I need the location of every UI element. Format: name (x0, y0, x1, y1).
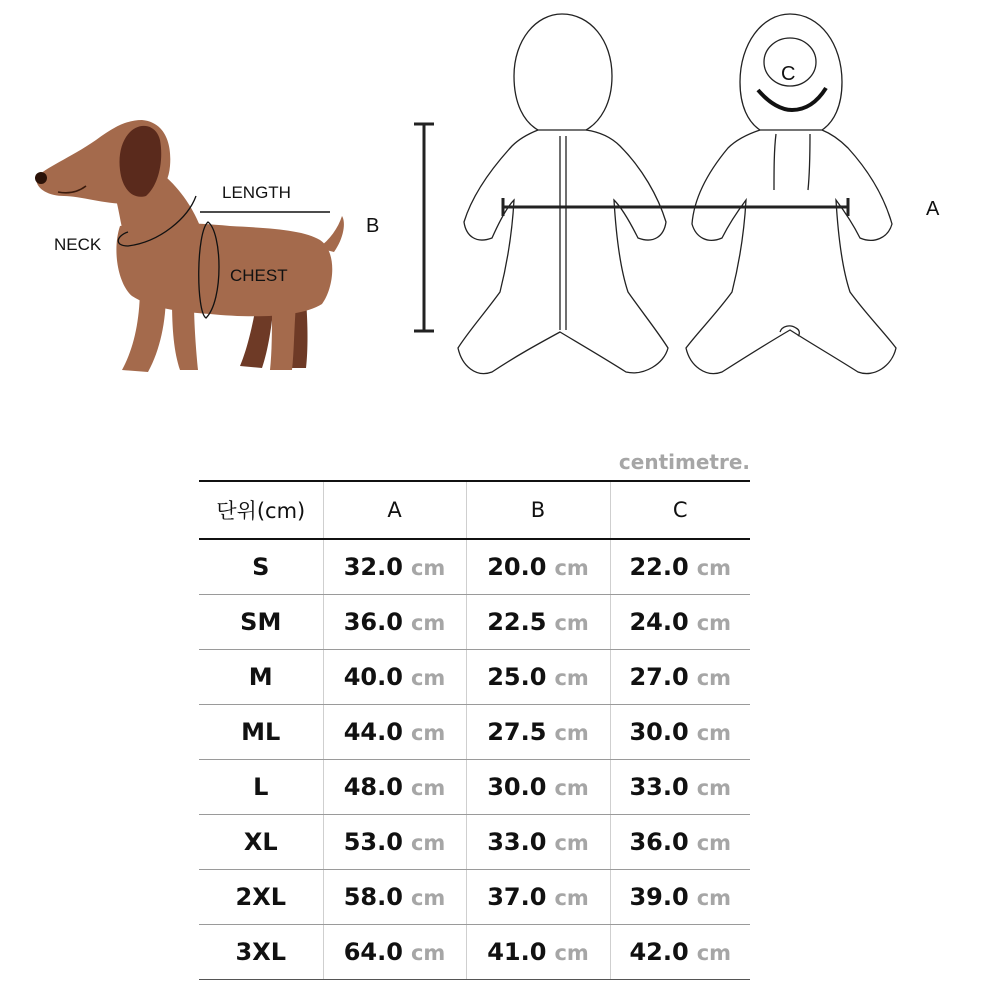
size-cell (199, 649, 323, 704)
measure-a-value: 53.0 (343, 827, 403, 856)
measure-c-cell (610, 869, 750, 924)
measure-c-value: 36.0 (629, 827, 689, 856)
measure-c-cell (610, 649, 750, 704)
size-name: M (248, 662, 273, 691)
size-name: 3XL (235, 937, 286, 966)
b-label: B (366, 215, 380, 237)
measure-b-value: 37.0 (487, 882, 547, 911)
measure-b-value: 20.0 (487, 552, 547, 581)
measure-c-value: 30.0 (629, 717, 689, 746)
measure-a-value: 58.0 (343, 882, 403, 911)
measure-a-value: 48.0 (343, 772, 403, 801)
size-cell (199, 869, 323, 924)
c-measure-arc (758, 88, 826, 110)
unit-label: cm (554, 665, 589, 690)
measure-b-cell (466, 539, 610, 594)
unit-label: cm (554, 885, 589, 910)
measure-a-cell (323, 594, 466, 649)
measure-b-cell (466, 649, 610, 704)
unit-label: cm (410, 775, 446, 800)
measure-a-cell (323, 759, 466, 814)
a-label: A (926, 198, 940, 220)
size-name: 2XL (235, 882, 286, 911)
size-cell (199, 704, 323, 759)
measure-b-cell (466, 814, 610, 869)
unit-label: cm (410, 940, 446, 965)
measure-b-cell (466, 704, 610, 759)
size-guide-illustration (0, 0, 988, 420)
header-a: A (323, 481, 466, 539)
unit-label: cm (696, 720, 732, 745)
size-cell (199, 759, 323, 814)
table-header-row (199, 481, 750, 539)
unit-label: cm (410, 555, 446, 580)
measure-a-value: 40.0 (343, 662, 403, 691)
table-row (199, 814, 750, 869)
table-row (199, 649, 750, 704)
unit-label: cm (696, 775, 732, 800)
unit-label: cm (554, 830, 589, 855)
unit-label: cm (696, 610, 732, 635)
table-row (199, 759, 750, 814)
unit-label: cm (410, 830, 446, 855)
measure-b-value: 30.0 (487, 772, 547, 801)
measure-a-cell (323, 814, 466, 869)
unit-label: cm (696, 940, 732, 965)
measure-b-cell (466, 924, 610, 979)
b-measure-bar (414, 124, 434, 331)
measure-c-value: 27.0 (629, 662, 689, 691)
measure-a-cell (323, 539, 466, 594)
measure-c-cell (610, 704, 750, 759)
measure-b-value: 22.5 (487, 607, 547, 636)
measure-a-value: 36.0 (343, 607, 403, 636)
dog-neck-label: NECK (54, 235, 102, 254)
measure-a-value: 32.0 (343, 552, 403, 581)
size-name: SM (240, 607, 282, 636)
table-row (199, 594, 750, 649)
measure-c-value: 42.0 (629, 937, 689, 966)
unit-label: cm (554, 555, 589, 580)
unit-label: cm (410, 665, 446, 690)
a-measure-bar (503, 198, 848, 216)
size-cell (199, 814, 323, 869)
table-body (199, 539, 750, 979)
unit-label: cm (410, 720, 446, 745)
unit-label: cm (554, 610, 589, 635)
header-unit: 단위(cm) (199, 481, 323, 539)
table-row (199, 924, 750, 979)
unit-label: cm (696, 830, 732, 855)
measure-c-value: 22.0 (629, 552, 689, 581)
size-name: S (252, 552, 270, 581)
measure-c-cell (610, 759, 750, 814)
measure-b-value: 41.0 (487, 937, 547, 966)
measure-c-cell (610, 814, 750, 869)
measure-b-value: 33.0 (487, 827, 547, 856)
unit-label: cm (410, 885, 446, 910)
size-name: L (253, 772, 269, 801)
measure-c-value: 39.0 (629, 882, 689, 911)
unit-label: cm (696, 885, 732, 910)
header-c: C (610, 481, 750, 539)
unit-label: cm (696, 665, 732, 690)
measure-c-value: 24.0 (629, 607, 689, 636)
measure-a-value: 64.0 (343, 937, 403, 966)
dog-chest-label: CHEST (230, 266, 288, 285)
measure-a-cell (323, 704, 466, 759)
size-name: ML (241, 717, 281, 746)
unit-label: cm (696, 555, 732, 580)
size-cell (199, 924, 323, 979)
measure-b-value: 27.5 (487, 717, 547, 746)
measure-b-value: 25.0 (487, 662, 547, 691)
measure-c-cell (610, 539, 750, 594)
measure-a-cell (323, 869, 466, 924)
size-name: XL (243, 827, 278, 856)
measure-c-value: 33.0 (629, 772, 689, 801)
size-cell (199, 594, 323, 649)
measure-b-cell (466, 594, 610, 649)
unit-label: cm (554, 940, 589, 965)
table-row (199, 869, 750, 924)
size-chart-table (199, 480, 750, 980)
unit-label: cm (554, 720, 589, 745)
measure-c-cell (610, 924, 750, 979)
c-label: C (781, 63, 796, 85)
unit-label: cm (410, 610, 446, 635)
header-b: B (466, 481, 610, 539)
measure-a-cell (323, 649, 466, 704)
table-row (199, 704, 750, 759)
measure-c-cell (610, 594, 750, 649)
measure-b-cell (466, 869, 610, 924)
measure-a-value: 44.0 (343, 717, 403, 746)
dog-length-label: LENGTH (222, 183, 291, 202)
measure-b-cell (466, 759, 610, 814)
size-cell (199, 539, 323, 594)
table-row (199, 539, 750, 594)
unit-note: centimetre. (618, 450, 750, 474)
garment-front (458, 14, 668, 374)
unit-label: cm (554, 775, 589, 800)
measure-a-cell (323, 924, 466, 979)
